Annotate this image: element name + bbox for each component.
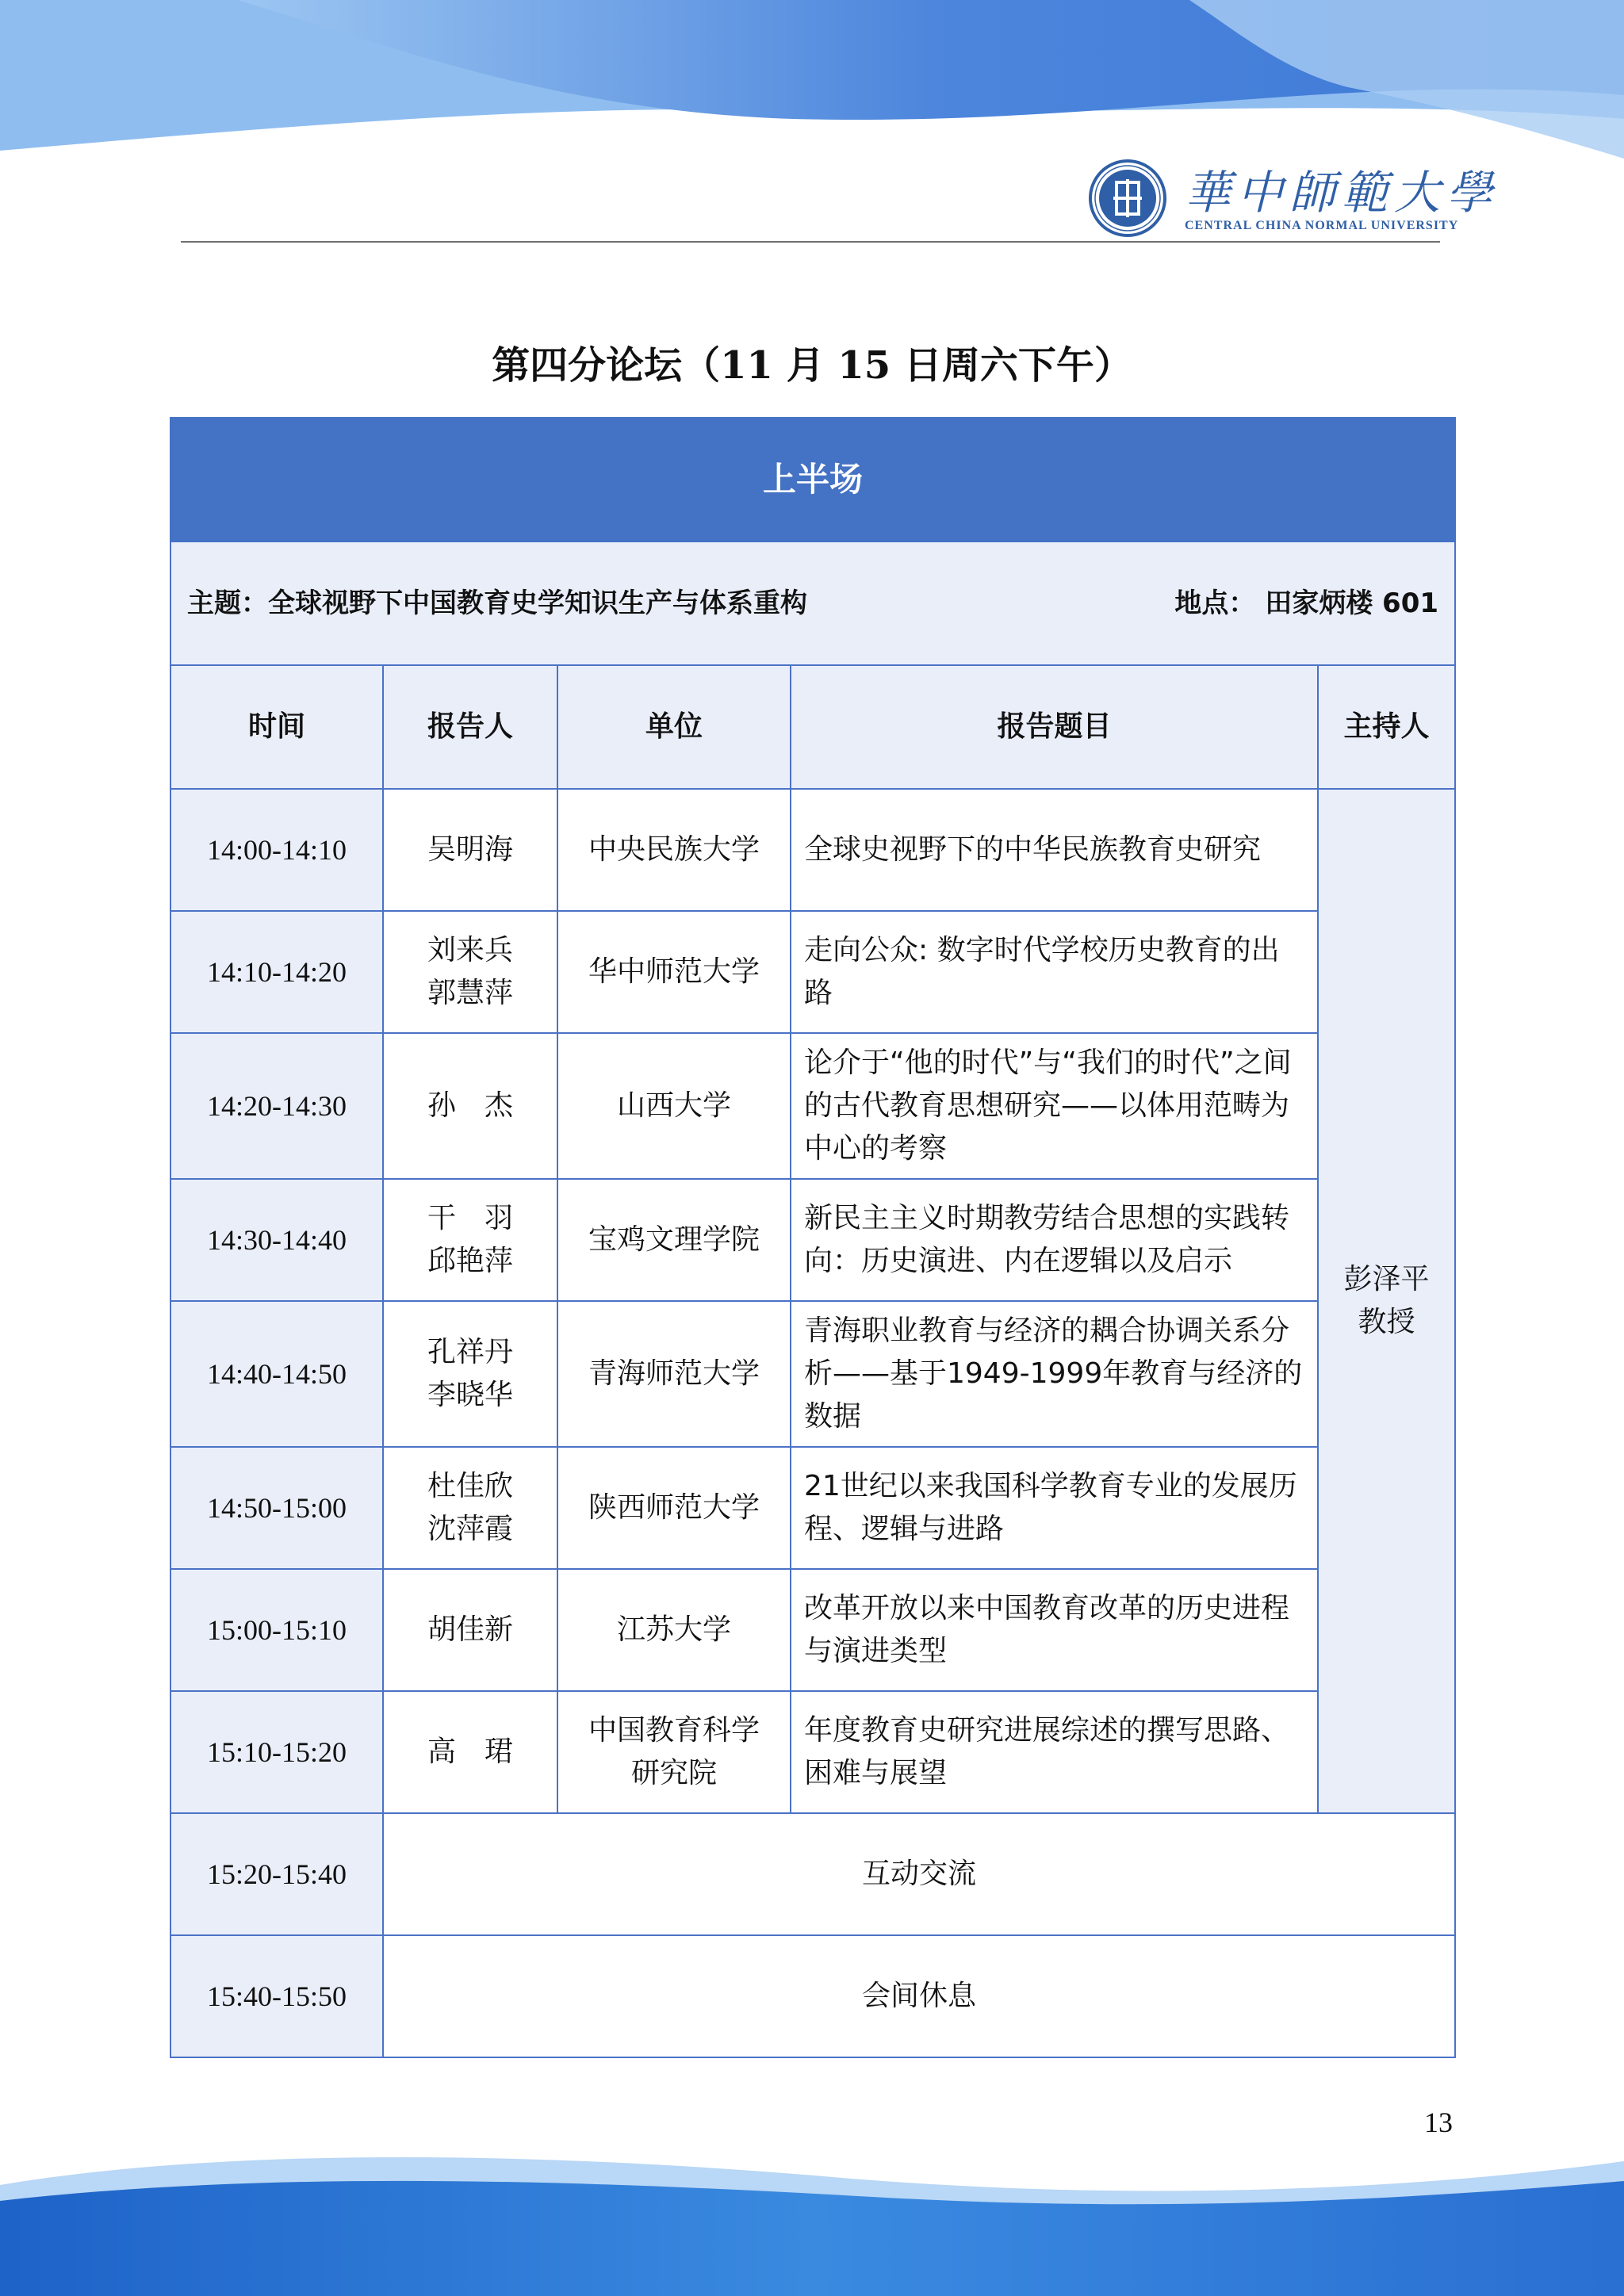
unit-cell — [557, 1179, 791, 1301]
unit-cell — [557, 789, 791, 911]
speaker-cell — [383, 1447, 557, 1569]
col-time: 时间 — [170, 665, 383, 789]
forum-title: 第四分论坛（11 月 15 日周六下午） — [492, 343, 1132, 388]
speaker-name: 孙 杰 — [427, 1089, 513, 1122]
speaker-name: 刘来兵 — [427, 934, 513, 966]
break-row — [170, 1813, 1455, 1935]
unit-name: 江苏大学 — [616, 1613, 731, 1646]
speaker-name: 干 羽 — [427, 1202, 513, 1234]
col-speaker: 报告人 — [383, 665, 557, 789]
topic-cell: 青海职业教育与经济的耦合协调关系分析——基于1949-1999年教育与经济的数据 — [791, 1301, 1318, 1447]
speaker-cell — [383, 789, 557, 911]
topic-cell: 论介于“他的时代”与“我们的时代”之间的古代教育思想研究——以体用范畴为中心的考察 — [791, 1033, 1318, 1179]
speaker-name: 李晓华 — [427, 1379, 513, 1411]
university-name-cn: 華中師範大學 — [1185, 166, 1500, 220]
section-header-row — [170, 418, 1455, 541]
unit-name: 华中师范大学 — [588, 955, 760, 988]
session-theme: 主题：全球视野下中国教育史学知识生产与体系重构 — [187, 587, 807, 619]
unit-name: 宝鸡文理学院 — [588, 1223, 760, 1256]
host-title: 教授 — [1358, 1306, 1415, 1338]
bottom-wave-decoration — [0, 2137, 1624, 2296]
unit-name: 中国教育科学 — [588, 1714, 760, 1747]
university-logo — [1088, 155, 1500, 243]
speaker-name: 郭慧萍 — [427, 977, 513, 1009]
section-label: 上半场 — [170, 418, 1455, 541]
table-row — [170, 1301, 1455, 1447]
table-row — [170, 1691, 1455, 1813]
unit-name: 研究院 — [630, 1757, 717, 1789]
col-unit: 单位 — [557, 665, 791, 789]
table-row — [170, 911, 1455, 1033]
speaker-name: 沈萍霞 — [427, 1513, 513, 1545]
topic-cell: 走向公众: 数字时代学校历史教育的出路 — [791, 911, 1318, 1033]
table-row — [170, 1447, 1455, 1569]
host-cell — [1318, 789, 1455, 1813]
unit-name: 青海师范大学 — [588, 1357, 760, 1390]
table-row — [170, 1179, 1455, 1301]
schedule-table — [170, 417, 1456, 2058]
time-cell: 14:50-15:00 — [170, 1447, 383, 1569]
speaker-cell — [383, 1033, 557, 1179]
speaker-name: 孔祥丹 — [427, 1336, 513, 1368]
time-cell: 15:40-15:50 — [170, 1935, 383, 2057]
host-name: 彭泽平 — [1343, 1263, 1430, 1295]
table-row — [170, 1569, 1455, 1691]
speaker-cell — [383, 1691, 557, 1813]
top-wave-decoration — [0, 0, 1624, 159]
speaker-name: 胡佳新 — [427, 1613, 513, 1646]
topic-cell: 全球史视野下的中华民族教育史研究 — [791, 789, 1318, 911]
time-cell: 14:40-14:50 — [170, 1301, 383, 1447]
unit-cell — [557, 1447, 791, 1569]
break-row — [170, 1935, 1455, 2057]
university-seal-icon — [1088, 159, 1167, 238]
speaker-name: 邱艳萍 — [427, 1245, 513, 1277]
time-cell: 15:20-15:40 — [170, 1813, 383, 1935]
unit-cell — [557, 1569, 791, 1691]
time-cell: 14:30-14:40 — [170, 1179, 383, 1301]
time-cell: 14:00-14:10 — [170, 789, 383, 911]
unit-name: 陕西师范大学 — [588, 1491, 760, 1524]
unit-cell — [557, 1301, 791, 1447]
unit-name: 中央民族大学 — [588, 833, 760, 866]
unit-name: 山西大学 — [616, 1089, 731, 1122]
col-topic: 报告题目 — [791, 665, 1318, 789]
topic-cell: 改革开放以来中国教育改革的历史进程与演进类型 — [791, 1569, 1318, 1691]
speaker-name: 高 珺 — [427, 1735, 513, 1768]
time-cell: 15:10-15:20 — [170, 1691, 383, 1813]
speaker-cell — [383, 1569, 557, 1691]
unit-cell — [557, 1691, 791, 1813]
col-host: 主持人 — [1318, 665, 1455, 789]
speaker-name: 杜佳欣 — [427, 1470, 513, 1502]
break-label: 会间休息 — [383, 1935, 1455, 2057]
time-cell: 14:20-14:30 — [170, 1033, 383, 1179]
table-row — [170, 1033, 1455, 1179]
speaker-cell — [383, 1179, 557, 1301]
page-number: 13 — [1424, 2107, 1453, 2138]
session-location: 地点： 田家炳楼 601 — [1174, 587, 1439, 619]
topic-cell: 新民主主义时期教劳结合思想的实践转向：历史演进、内在逻辑以及启示 — [791, 1179, 1318, 1301]
unit-cell — [557, 1033, 791, 1179]
topic-cell: 年度教育史研究进展综述的撰写思路、困难与展望 — [791, 1691, 1318, 1813]
unit-cell — [557, 911, 791, 1033]
time-cell: 15:00-15:10 — [170, 1569, 383, 1691]
time-cell: 14:10-14:20 — [170, 911, 383, 1033]
header-divider — [181, 241, 1440, 243]
break-label: 互动交流 — [383, 1813, 1455, 1935]
column-header-row — [170, 665, 1455, 789]
speaker-name: 吴明海 — [427, 833, 513, 866]
theme-row — [170, 541, 1455, 665]
topic-cell: 21世纪以来我国科学教育专业的发展历程、逻辑与进路 — [791, 1447, 1318, 1569]
university-name-en: CENTRAL CHINA NORMAL UNIVERSITY — [1185, 219, 1459, 232]
speaker-cell — [383, 1301, 557, 1447]
table-row — [170, 789, 1455, 911]
speaker-cell — [383, 911, 557, 1033]
